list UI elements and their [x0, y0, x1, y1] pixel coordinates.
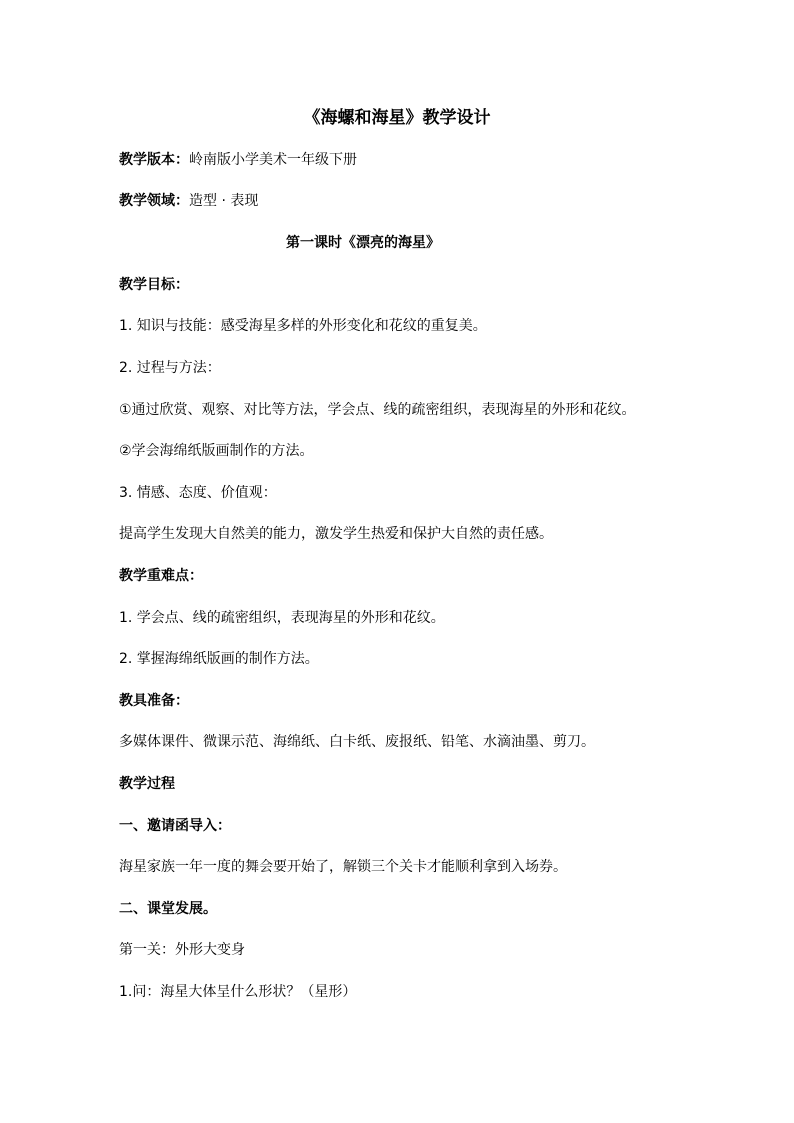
- document-title: 《海螺和海星》教学设计: [303, 108, 491, 128]
- step-2-heading: 二、课堂发展。: [119, 901, 217, 917]
- objective-2: 2. 过程与方法：: [119, 360, 221, 376]
- objective-2a: ①通过欣赏、观察、对比等方法，学会点、线的疏密组织，表现海星的外形和花纹。: [119, 402, 636, 418]
- key-point-2: 2. 掌握海绵纸版画的制作方法。: [119, 651, 319, 667]
- objective-1: 1. 知识与技能：感受海星多样的外形变化和花纹的重复美。: [119, 318, 487, 334]
- domain-label: 教学领域：: [119, 193, 189, 209]
- materials-list: 多媒体课件、微课示范、海绵纸、白卡纸、废报纸、铅笔、水滴油墨、剪刀。: [119, 734, 595, 750]
- level-1: 第一关：外形大变身: [119, 942, 245, 958]
- lesson-title: 第一课时《漂亮的海星》: [286, 235, 440, 251]
- version-line: [119, 150, 357, 170]
- step-1-heading: 一、邀请函导入：: [119, 818, 231, 834]
- objective-3a: 提高学生发现大自然美的能力，激发学生热爱和保护大自然的责任感。: [119, 526, 553, 542]
- version-value: 岭南版小学美术一年级下册: [189, 152, 357, 168]
- materials-heading: 教具准备：: [119, 693, 189, 709]
- question-1: 1.问：海星大体呈什么形状？（星形）: [119, 984, 357, 1000]
- process-heading: 教学过程: [119, 776, 175, 792]
- step-1-text: 海星家族一年一度的舞会要开始了，解锁三个关卡才能顺利拿到入场券。: [119, 859, 567, 875]
- domain-value: 造型 · 表现: [189, 193, 259, 209]
- objective-3: 3. 情感、态度、价值观：: [119, 485, 277, 501]
- key-point-1: 1. 学会点、线的疏密组织，表现海星的外形和花纹。: [119, 610, 445, 626]
- domain-line: [119, 191, 258, 211]
- key-points-heading: 教学重难点：: [119, 568, 203, 584]
- objective-2b: ②学会海绵纸版画制作的方法。: [119, 443, 314, 459]
- objectives-heading: 教学目标：: [119, 277, 189, 293]
- version-label: 教学版本：: [119, 152, 189, 168]
